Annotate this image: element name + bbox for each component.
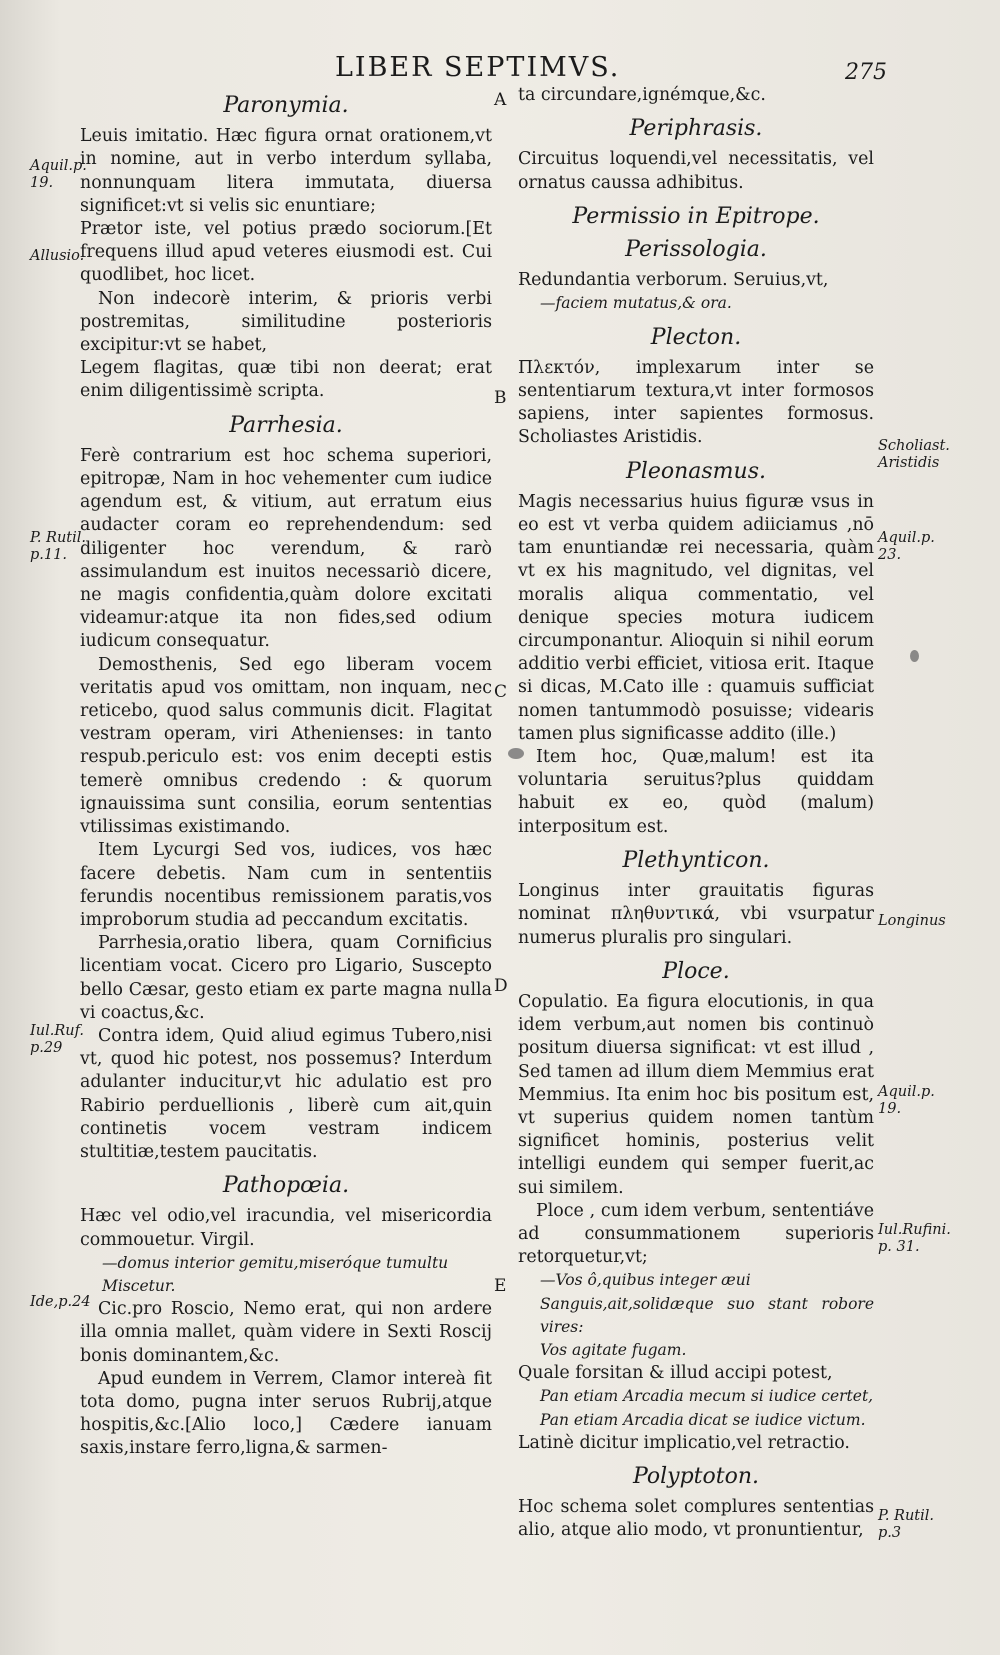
section-heading: Ploce. <box>662 958 730 984</box>
paragraph: Πλεκτόν, implexarum inter se sententiarum textura,vt inter formosos sapiens, inter sapientes formosus. Scholiastes Aristidis. <box>518 357 874 448</box>
verse-line: —faciem mutatus,& ora. <box>540 294 732 313</box>
paragraph: ta circundare,ignémque,&c. <box>518 85 766 105</box>
section-letter-b: B <box>494 388 507 408</box>
paragraph: Longinus inter grauitatis figuras nominat πληθυντικά, vbi vsurpatur numerus pluralis pro singulari. <box>518 881 874 948</box>
margin-note: Iul.Ruf. p.29 <box>30 1023 85 1056</box>
ink-stain <box>508 748 524 759</box>
section-heading: Parrhesia. <box>229 412 343 438</box>
section-letter-e: E <box>494 1276 507 1296</box>
paragraph: Parrhesia,oratio libera, quam Cornificius licentiam vocat. Cicero pro Ligario, Suscepto bello Cæsar, gesto etiam ex parte magna nulla vi coactus,&c. <box>80 933 492 1023</box>
paragraph: Latinè dicitur implicatio,vel retractio. <box>518 1432 850 1453</box>
margin-note: Scholiast. Aristidis <box>878 438 950 471</box>
verse-line: —domus interior gemitu,miseróque tumultu <box>102 1253 449 1272</box>
ink-stain <box>910 650 919 662</box>
paragraph: Apud eundem in Verrem, Clamor intereà fit tota domo, pugna inter seruos Rubrij,atque hospitis,&c.[Alio loco,] Cædere ianuam saxis,instare ferro,ligna,& sarmen- <box>80 1368 492 1459</box>
page-number: 275 <box>845 60 887 85</box>
verse-line: Pan etiam Arcadia mecum si iudice certet, <box>540 1387 874 1406</box>
section-heading: Plecton. <box>650 324 742 350</box>
paragraph: Cic.pro Roscio, Nemo erat, qui non ardere illa omnia mallet, quàm videre in Sexti Roscij bonis dominantem,&c. <box>80 1299 492 1366</box>
section-heading: Perissologia. <box>625 237 767 263</box>
section-letter-a: A <box>494 90 507 110</box>
margin-note: Iul.Rufini. p. 31. <box>878 1222 951 1255</box>
paragraph: Legem flagitas, quæ tibi non deerat; erat enim diligentissimè scripta. <box>80 358 492 402</box>
paragraph: Circuitus loquendi,vel necessitatis, vel ornatus caussa adhibitus. <box>518 149 874 193</box>
verse-line: Pan etiam Arcadia dicat se iudice victum. <box>540 1410 866 1429</box>
section-heading: Permissio in Epitrope. <box>572 203 820 229</box>
paragraph: Hæc vel odio,vel iracundia, vel misericordia commouetur. Virgil. <box>80 1206 492 1250</box>
paragraph: Prætor iste, vel potius prædo sociorum.[Et frequens illud apud veteres eiusmodi est. Cui quodlibet, hoc licet. <box>80 219 492 286</box>
paragraph: Demosthenis, Sed ego liberam vocem veritatis apud vos omittam, non inquam, nec reticebo, quod salus communis dicit. Flagitat vestram operam, viri Athenienses: in tanto respub.periculo est: vos enim decepti estis temerè omnibus credendo : & quorum ignauissima sunt consilia, eorum sententias vtilissimas existimando. <box>80 654 492 838</box>
margin-note: P. Rutil. p.3 <box>878 1508 935 1541</box>
margin-note: Allusio. <box>30 248 85 264</box>
paragraph: Quale forsitan & illud accipi potest, <box>518 1363 833 1384</box>
paragraph: Item Lycurgi Sed vos, iudices, vos hæc facere debetis. Nam cum in sententiis ferundis nocentibus remissionem paratis,vos improborum studia ad peccandum excitatis. <box>80 840 492 930</box>
margin-note: P. Rutil. p.11. <box>30 530 87 563</box>
paragraph: Contra idem, Quid aliud egimus Tubero,nisi vt, quod hic potest, nos possemus? Interdum adulanter inducitur,vt hic adulatio est pro Rabirio perduellionis , liberè cum ait,quin continetis vocem vestram indicem stultitiæ,testem paucitatis. <box>80 1025 492 1162</box>
paragraph: Redundantia verborum. Seruius,vt, <box>518 270 829 291</box>
paragraph: Magis necessarius huius figuræ vsus in eo est vt verba quidem adiiciamus ,nō tam enuntiandæ rei necessaria, quàm vt ex his magnitudo, vel dignitas, vel moralis aliqua commentatio, vel denique species motura iudicem circumponantur. Alioquin si nihil eorum additio verbi efficiet, vitiosa erit. Itaque si dicas, M.Cato ille : quamuis sufficiat nomen tantummodò posuisse; videaris tamen plus significasse addito (ille.) <box>518 491 874 744</box>
paragraph: Non indecorè interim, & prioris verbi postremitas, similitudine posterioris excipitur:vt se habet, <box>80 288 492 356</box>
verse-line: Vos agitate fugam. <box>540 1340 687 1359</box>
section-letter-c: C <box>494 682 508 702</box>
section-heading: Plethynticon. <box>622 847 770 873</box>
paragraph: Copulatio. Ea figura elocutionis, in qua idem verbum,aut nomen bis continuò positum diuersa significat: vt est illud , Sed tamen ad illum diem Memmius erat Memmius. Ita enim hoc bis positum est, vt superius quidem nomen tantùm significet hominis, posterius velit intelligi eundem qui semper fuerit,ac sui similem. <box>518 991 874 1198</box>
section-heading: Polyptoton. <box>632 1463 760 1489</box>
paragraph: Leuis imitatio. Hæc figura ornat orationem,vt in nomine, aut in verbo interdum syllaba, nonnunquam litera immutata, diuersa significet:vt si velis sic enuntiare; <box>80 126 492 216</box>
section-heading: Periphrasis. <box>629 116 763 142</box>
margin-note: Aquil.p. 19. <box>30 158 87 191</box>
paragraph: Item hoc, Quæ,malum! est ita voluntaria seruitus?plus quiddam habuit ex eo, quòd (malum) interpositum est. <box>518 747 874 837</box>
verse-line: Miscetur. <box>102 1276 176 1295</box>
section-letter-d: D <box>494 976 508 996</box>
section-heading: Pleonasmus. <box>626 458 766 484</box>
right-column <box>518 84 874 1543</box>
paragraph: Hoc schema solet complures sententias alio, atque alio modo, vt pronuntientur, <box>518 1497 874 1541</box>
paragraph: Ploce , cum idem verbum, sententiáve ad consummationem superioris retorquetur,vt; <box>518 1200 874 1268</box>
running-head: LIBER SEPTIMVS. <box>335 52 621 83</box>
margin-note: Ide,p.24 <box>30 1294 91 1310</box>
section-heading: Pathopœia. <box>222 1173 350 1199</box>
verse-line: Sanguis,ait,solidæque suo stant robore vires: <box>540 1294 874 1336</box>
verse-line: —Vos ô,quibus integer æui <box>540 1271 751 1290</box>
section-heading: Paronymia. <box>223 93 349 118</box>
margin-note: Longinus <box>878 913 946 929</box>
margin-note: Aquil.p. 19. <box>878 1084 935 1117</box>
left-column <box>80 84 492 1461</box>
paragraph: Ferè contrarium est hoc schema superiori, epitropæ, Nam in hoc vehementer cum iudice agendum est, & vitium, aut erratum eius audacter coram eo reprehendendum: sed diligenter hoc verendum, & rarò assimulandum est inuitos necessariò dicere, ne magis confidentia,quàm dolore excitati videamur:atque ita non fides,sed odium iudicum consequatur. <box>80 445 492 652</box>
margin-note: Aquil.p. 23. <box>878 530 935 563</box>
